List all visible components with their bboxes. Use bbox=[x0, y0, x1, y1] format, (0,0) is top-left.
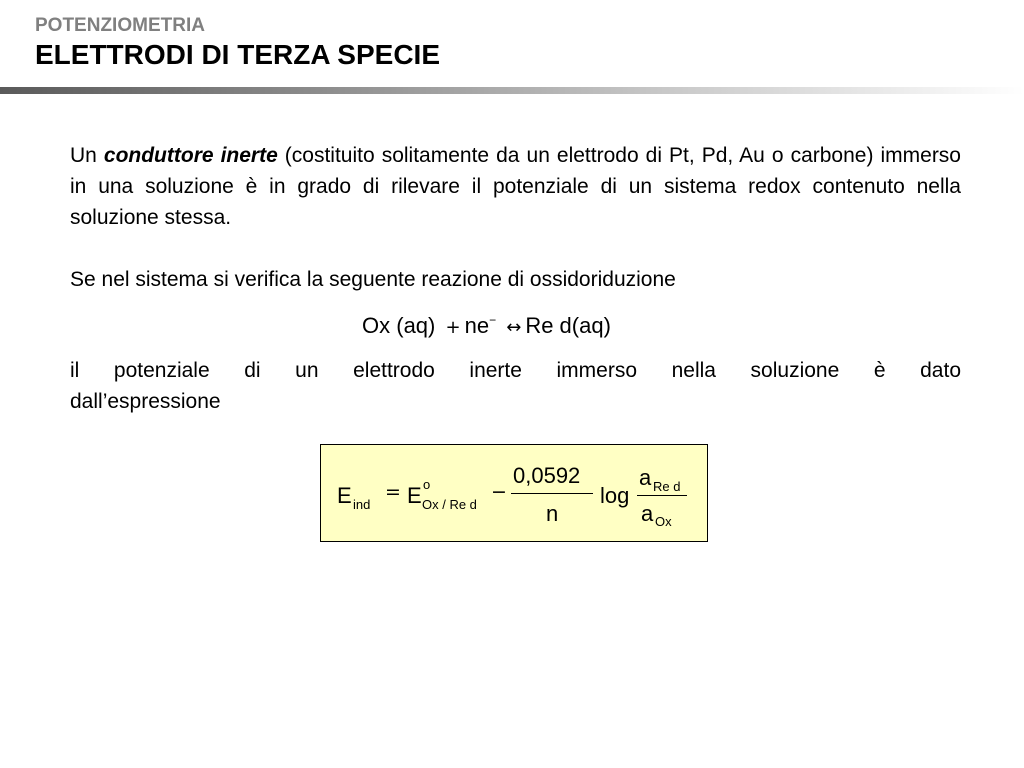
reaction-plus: + bbox=[445, 317, 461, 338]
intro-emphasis: conduttore inerte bbox=[103, 144, 278, 167]
formula-numerator: 0,0592 bbox=[513, 463, 581, 488]
slide-body bbox=[70, 140, 961, 295]
formula-activity-ox-subscript: Ox bbox=[655, 514, 672, 529]
reaction-electron-charge: − bbox=[489, 313, 497, 327]
formula-E0-superscript: o bbox=[423, 477, 431, 492]
intro-rest: (costituito solitamente da un elettrodo di Pt, Pd, Au o carbone) immerso in una soluzione è in grado di rilevare il potenziale di un sistema redox contenuto nella soluzione stessa. bbox=[70, 144, 961, 229]
formula-activity-red: a bbox=[639, 465, 652, 490]
redox-reaction-equation bbox=[362, 313, 611, 339]
nernst-formula-box bbox=[320, 444, 708, 542]
formula-activity-fraction-line bbox=[637, 495, 687, 496]
potential-paragraph bbox=[70, 355, 961, 417]
reaction-reductant: Re d(aq) bbox=[525, 313, 611, 338]
page-title: ELETTRODI DI TERZA SPECIE bbox=[35, 39, 440, 70]
potential-line-1: il potenziale di un elettrodo inerte immerso nella soluzione è dato bbox=[70, 359, 961, 382]
formula-E0: E bbox=[407, 483, 422, 508]
formula-fraction-line bbox=[511, 493, 593, 494]
formula-log: log bbox=[600, 483, 630, 508]
reaction-intro-paragraph: Se nel sistema si verifica la seguente reazione di ossidoriduzione bbox=[70, 268, 676, 291]
formula-activity-red-subscript: Re d bbox=[653, 479, 681, 494]
formula-denominator: n bbox=[546, 501, 559, 526]
formula-equals: = bbox=[385, 481, 401, 503]
potential-line-2: dall’espressione bbox=[70, 390, 221, 413]
reaction-electrons: ne bbox=[464, 313, 490, 338]
formula-minus: − bbox=[491, 481, 507, 503]
reaction-oxidant-state: (aq) bbox=[396, 313, 436, 338]
title-divider bbox=[0, 87, 1024, 94]
intro-paragraph bbox=[70, 140, 961, 233]
intro-lead: Un bbox=[70, 144, 104, 167]
formula-activity-ox: a bbox=[641, 501, 654, 526]
formula-E: E bbox=[337, 483, 352, 508]
formula-E-subscript: ind bbox=[353, 497, 371, 512]
reaction-oxidant: Ox bbox=[362, 313, 391, 338]
formula-E0-subscript: Ox / Re d bbox=[422, 497, 477, 512]
reaction-arrow: ↔ bbox=[506, 317, 522, 338]
section-supertitle: POTENZIOMETRIA bbox=[35, 15, 205, 36]
